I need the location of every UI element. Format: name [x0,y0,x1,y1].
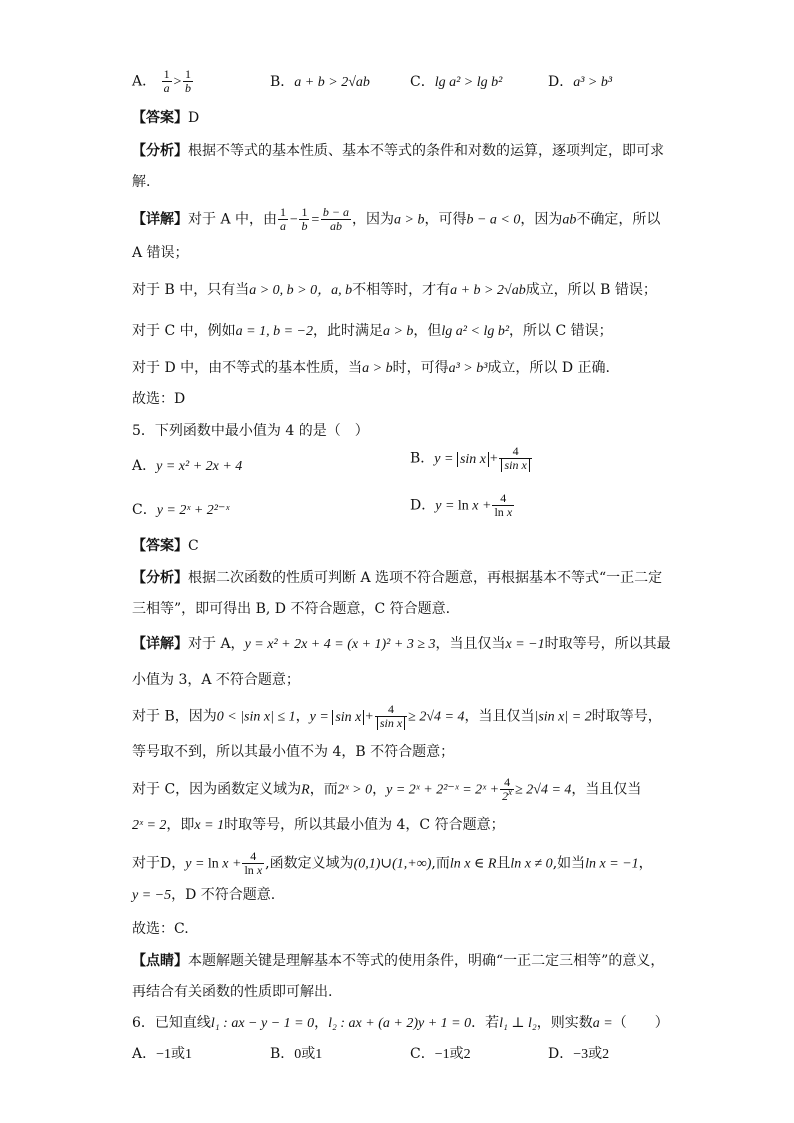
option-label: A． [132,73,157,90]
q4-analysis-line2 [132,172,150,192]
detail-text: ， [372,781,387,798]
fraction: $\frac{1}{b}$ [301,205,308,233]
choose-text: 故选：C. [132,921,189,937]
detail-text: 等号取不到，所以其最小值不为 4，B 不符合题意； [132,744,455,760]
detail-text: 对于 B 中，只有当 [132,282,250,298]
q5-detail-b1: 对于 B，因为0 < |sin x| ≤ 1，y = sin x + $\frac{4}{\text{sin x}}$ ≥ 2√4 = 4，当且仅当|sin x| = 2时取等号， [132,702,662,730]
detail-text: ，当且仅当 [464,708,535,725]
analysis-text: 根据二次函数的性质可判断 A 选项不符合题意，再根据基本不等式“一正二定 [188,570,663,586]
option-label: C． [410,74,435,90]
detail-text: ，所以 C 错误； [509,323,613,339]
q5-detail-b2 [132,742,454,762]
detail-text: ，而 [309,781,338,798]
q5-analysis-line2 [132,599,450,619]
detail-text: ，可得 [424,211,467,228]
detail-text: 对于 B，因为 [132,708,217,725]
math-expr: y = 2ˣ + 2²⁻ˣ = 2ˣ + [386,782,500,798]
math-expr: lg a² > lg b² [434,75,503,90]
option-label: B． [410,450,435,467]
q5-detail-d1: 对于D，y = ln x + $\frac{4}{\text{ln x}}$ ,函数定义域为(0,1)∪(1,+∞),而ln x ∈ R且ln x ≠ 0,如当ln x = −1， [132,849,653,877]
q4-option-a: A． $\frac{1}{a}$ > $\frac{1}{b}$ [132,67,192,95]
q4-answer [132,108,199,128]
remark-tag: 【点睛】 [132,953,188,969]
math-expr: |sin x| = 2 [534,709,592,725]
analysis-tag: 【分析】 [132,143,188,159]
detail-text: ，D 不符合题意. [171,887,276,903]
detail-text: ，当且仅当 [571,781,642,798]
q6-option-d [548,1044,609,1065]
math-expr: 0 < |sin x| ≤ 1 [216,709,296,725]
option-label: A． [132,458,157,474]
math-expr: lg a² < lg b² [441,324,510,339]
analysis-text: 三相等”，即可得出 B, D 不符合题意，C 符合题意. [132,601,451,617]
q4-detail-d [132,358,610,379]
answer-tag: 【答案】 [132,110,188,126]
fraction: $\frac{4}{\text{ln x}}$ [494,491,513,519]
math-expr: l₁ : ax − y − 1 = 0 [210,1016,315,1031]
math-expr: 2ˣ > 0 [337,782,373,798]
detail-text: 成立，所以 B 错误； [525,282,657,298]
option-text: −1或2 [434,1047,471,1062]
option-text: −3或2 [573,1047,610,1062]
question-stem: ，则实数 [536,1015,593,1031]
question-stem: 5．下列函数中最小值为 4 的是（ ） [132,423,369,439]
option-label: C． [132,502,157,518]
analysis-text: 解. [132,174,151,190]
detail-text: ， [638,855,653,872]
analysis-tag: 【分析】 [132,570,188,586]
math-expr: l₁ ⊥ l₂ [499,1016,537,1031]
q5-option-b: B．y = sin x + $\frac{4}{\text{sin x}}$ [410,445,533,472]
option-label: C． [410,1046,435,1062]
math-expr: a > b [394,212,425,228]
detail-text: ,如当 [552,855,586,872]
q5-detail-c2 [132,815,505,836]
q5-detail-a1 [132,634,671,655]
question-stem: （ ） [612,1015,669,1031]
q4-option-c [410,72,502,93]
option-label: B． [270,74,295,90]
q5-option-a [132,456,242,477]
fraction: $\frac{4}{\text{ln x}}$ [244,849,263,877]
detail-tag: 【详解】 [132,636,188,652]
remark-text: 本题解题关键是理解基本不等式的使用条件，明确“一正二定三相等”的意义， [188,953,665,969]
q4-detail-b [132,280,657,301]
detail-text: ,函数定义域为 [265,855,354,872]
detail-text: 时取等号， [591,708,662,725]
math-expr: l₂ : ax + (a + 2)y + 1 = 0 [328,1016,472,1031]
math-expr: x = −1 [505,637,545,652]
q4-option-d [548,72,612,93]
math-expr: 2ˣ = 2 [132,818,167,833]
option-text: −1或1 [156,1047,193,1062]
q5-remark-line1 [132,951,664,971]
math-expr: x = 1 [194,818,225,833]
math-expr: y = x² + 2x + 4 [156,459,243,474]
math-expr: R [301,782,310,798]
detail-text: 时，可得 [392,360,449,376]
q6-stem [132,1013,669,1034]
question-stem: ， [314,1015,329,1031]
detail-text: ，即 [166,817,195,833]
detail-text: 对于D， [132,855,186,872]
option-text: 0或1 [294,1047,323,1062]
fraction: $\frac{4}{\text{sin x}}$ [375,703,407,730]
detail-text: 对于 C 中，例如 [132,323,236,339]
math-expr: y = 2ˣ + 2²⁻ˣ [156,503,230,518]
math-expr: ln x = −1 [585,856,639,872]
q5-option-c [132,500,229,521]
q5-analysis-line1 [132,568,662,588]
answer-tag: 【答案】 [132,538,188,554]
math-expr: a = 1, b = −2 [235,324,313,339]
detail-text: 且 [496,855,511,872]
math-expr: b − a < 0 [466,212,521,228]
detail-text: 不相等时，才有 [352,282,451,298]
fraction: $\frac{1}{a}$ [280,205,287,233]
math-expr: y = −5 [132,888,172,903]
q5-option-d: D．y = ln x + $\frac{4}{\text{ln x}}$ [410,491,513,519]
math-expr: ≥ 2√4 = 4 [408,709,465,725]
math-expr: ≥ 2√4 = 4 [515,782,572,798]
math-expr: ln x ≠ 0 [510,856,553,872]
detail-text: ， [295,708,310,725]
q4-detail-line2 [132,243,189,263]
math-expr: a + b > 2√ab [294,75,370,90]
q5-remark-line2 [132,982,332,1002]
detail-text: A 错误； [132,245,189,261]
detail-text: 成立，所以 D 正确. [487,360,610,376]
math-expr: a³ > b³ [573,75,613,90]
answer-value: C [188,538,199,554]
math-expr: a³ > b³ [448,361,488,376]
choose-text: 故选：D [132,391,186,407]
answer-value: D [188,110,200,126]
q5-answer [132,536,199,556]
math-expr: a > b [362,361,393,376]
detail-text: 时取等号，所以其最小值为 4，C 符合题意； [224,817,505,833]
q5-detail-a2 [132,670,300,690]
detail-text: 对于 C，因为函数定义域为 [132,781,302,798]
analysis-text: 根据不等式的基本性质、基本不等式的条件和对数的运算，逐项判定，即可求 [188,143,664,159]
q4-choose [132,389,185,409]
detail-text: ，因为 [520,211,563,228]
math-expr: a = [592,1016,613,1031]
detail-tag: 【详解】 [132,211,188,228]
option-label: B． [270,1046,295,1062]
math-expr: y = x² + 2x + 4 = (x + 1)² + 3 ≥ 3 [244,637,436,652]
fraction: $\frac{4}{2^x}$ [502,775,513,803]
detail-text: 小值为 3，A 不符合题意； [132,672,300,688]
q4-option-b [270,72,370,93]
fraction: $\frac{4}{\text{sin x}}$ [499,445,531,472]
question-stem: 6．已知直线 [132,1015,211,1031]
option-label: D． [548,74,574,90]
q5-stem [132,421,369,441]
fraction: $\frac{1}{a}$ [163,67,170,95]
math-expr: ln x ∈ R [449,856,497,872]
math-expr: a > b [382,324,414,339]
math-expr: (0,1)∪(1,+∞) [353,856,432,872]
option-label: D． [548,1046,574,1062]
detail-text: ，但 [413,323,442,339]
question-stem: ．若 [471,1015,500,1031]
option-label: A． [132,1046,157,1062]
detail-text: 对于 D 中，由不等式的基本性质，当 [132,360,363,376]
detail-text: ，因为 [352,211,395,228]
detail-text: 对于 A， [188,636,245,652]
detail-text: ，当且仅当 [435,636,506,652]
math-expr: a > 0, b > 0，a, b [249,283,353,298]
q4-detail-c [132,321,613,342]
detail-text: 不确定，所以 [576,211,661,228]
detail-text: 时取等号，所以其最 [544,636,671,652]
q5-choose [132,919,189,939]
detail-text: 对于 A 中，由 [188,211,278,228]
q6-option-b [270,1044,322,1065]
q6-option-c [410,1044,471,1065]
detail-text: ,而 [431,855,450,872]
remark-text: 再结合有关函数的性质即可解出. [132,984,333,1000]
math-expr: a + b > 2√ab [450,283,526,298]
math-expr: ab [562,212,577,228]
q5-detail-c1 [132,776,641,803]
fraction: $\frac{1}{b}$ [185,67,192,95]
q4-detail-line1: 【详解】对于 A 中，由 $\frac{1}{a}$ − $\frac{1}{b}$ = $\frac{b - a}{ab}$ ，因为a > b，可得b − a < 0，因为ab不确定，所以 [132,205,661,233]
option-label: D． [410,497,436,514]
q4-analysis-line1 [132,141,664,161]
detail-text: ，此时满足 [312,323,383,339]
q5-detail-d2 [132,885,275,906]
fraction: $\frac{b - a}{ab}$ [322,205,350,233]
q6-option-a [132,1044,192,1065]
